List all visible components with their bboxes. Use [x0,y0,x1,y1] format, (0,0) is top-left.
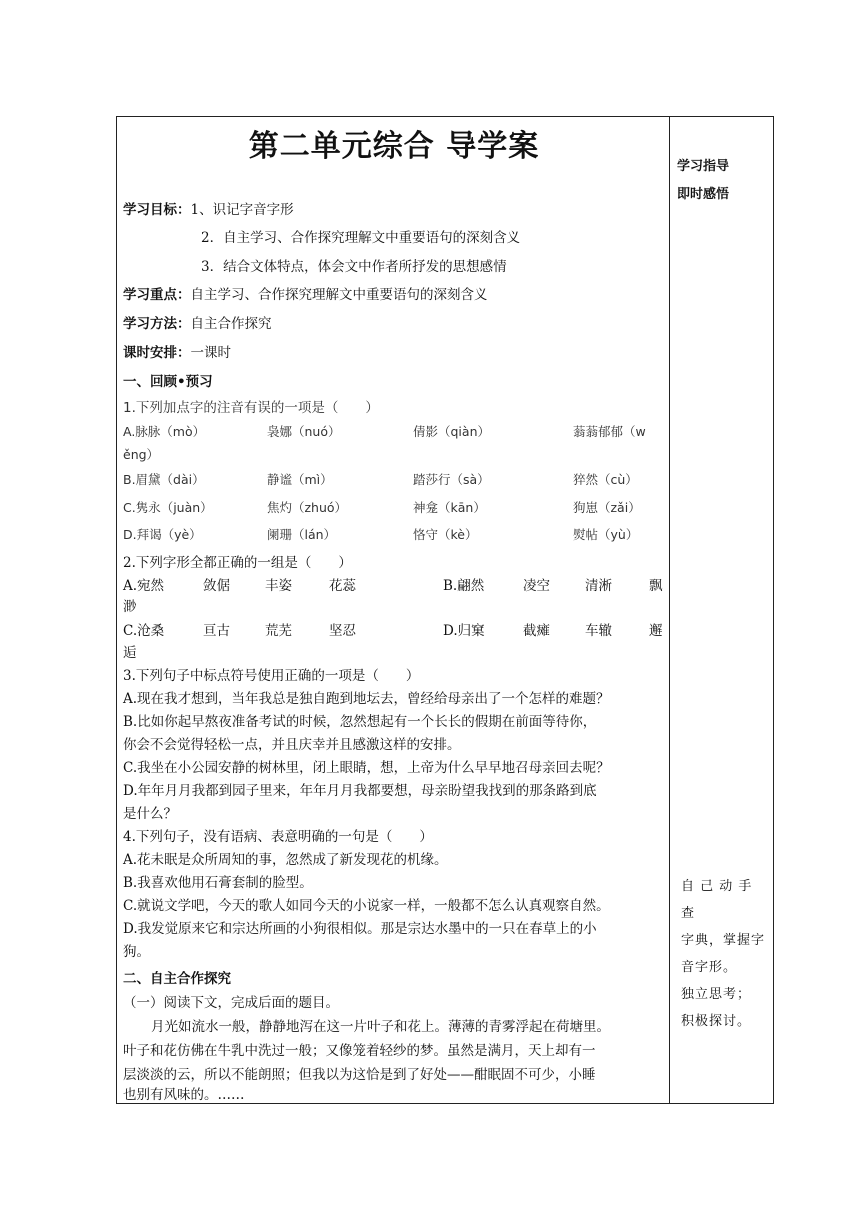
focus-label: 学习重点： [123,287,191,303]
method-row [123,314,272,334]
method-text: 自主合作探究 [190,316,272,332]
side-note [681,873,771,1035]
q2-a1: A.宛然 [123,578,165,594]
q2-b3: 清淅 [585,578,612,594]
q2-d3: 车辙 [585,623,612,639]
q4-option-a: A.花未眠是众所周知的事，忽然成了新发现花的机缘。 [123,852,448,868]
q1-option-d4: 熨帖（yù） [573,527,639,542]
q2-a3: 丰姿 [265,578,292,594]
q2-row2-cont: 逅 [123,645,137,661]
q1-option-a2: 袅娜（nuó） [267,424,341,439]
q1-option-d2: 阑珊（lán） [267,527,337,542]
q2-c4: 坚忍 [329,623,356,639]
objectives-row [123,200,294,220]
side-note-line: 独立思考； [681,987,752,1002]
q4-option-b: B.我喜欢他用石膏套制的脸型。 [123,875,313,891]
q4-option-d-line1: D.我发觉原来它和宗达所画的小狗很相似。那是宗达水墨中的一只在春草上的小 [123,921,597,937]
objectives-label: 学习目标： [123,202,191,218]
q1-option-b3: 踏莎行（sà） [413,472,490,487]
q1-option-c1: C.隽永（juàn） [123,500,213,515]
side-note-line: 积极探讨。 [681,1014,752,1029]
q1-option-c3: 神龛（kān） [413,500,486,515]
q2-c2: 亘古 [203,623,230,639]
q1-option-b2: 静谧（mì） [267,472,333,487]
schedule-row [123,343,231,363]
side-heading-guidance: 学习指导 [677,159,730,174]
q2-d1: D.归窠 [443,623,485,639]
q1-option-a1: A.脉脉（mò） [123,424,206,439]
side-note-line: 音字形。 [681,960,738,975]
q1-option-a3: 倩影（qiàn） [413,424,490,439]
q2-a4: 花蕊 [329,578,356,594]
q2-row1-cont: 渺 [123,599,137,615]
schedule-text: 一课时 [190,345,231,361]
q2-b1: B.翩然 [443,578,485,594]
reading-para-line2: 叶子和花仿佛在牛乳中洗过一般；又像笼着轻纱的梦。虽然是满月，天上却有一 [123,1043,596,1059]
schedule-label: 课时安排： [123,345,191,361]
guidance-column [673,117,773,1103]
q3-option-d-line2: 是什么？ [123,806,177,822]
q4-option-c: C.就说文学吧，今天的歌人如同今天的小说家一样，一般都不怎么认真观察自然。 [123,898,610,914]
q4-option-d-line2: 狗。 [123,944,150,960]
q3-option-c: C.我坐在小公园安静的树林里，闭上眼睛，想，上帝为什么早早地召母亲回去呢？ [123,760,610,776]
reading-para-line4: 也别有风味的。…… [123,1087,245,1103]
reading-intro: （一）阅读下文，完成后面的题目。 [123,995,339,1011]
q1-option-a4: 蓊蓊郁郁（w [573,424,646,439]
q3-option-b-line1: B.比如你起早熬夜准备考试的时候，忽然想起有一个长长的假期在前面等待你， [123,714,597,730]
q2-a2: 敛倨 [203,578,230,594]
objective-2: 2．自主学习、合作探究理解文中重要语句的深刻含义 [201,230,521,246]
q2-b4: 飘 [649,578,663,594]
objective-3: 3．结合文体特点，体会文中作者所抒发的思想感情 [201,259,507,275]
q1-option-a-cont: ěng） [123,447,160,462]
q1-option-b4: 猝然（cù） [573,472,638,487]
side-note-line: 字典，掌握字 [681,933,766,948]
side-heading-reflection: 即时感悟 [677,187,730,202]
objective-1: 1、识记字音字形 [190,202,294,218]
section-explore-heading: 二、自主合作探究 [123,971,231,987]
focus-row [123,285,488,305]
q3-option-d-line1: D.年年月月我都到园子里来，年年月月我都要想，母亲盼望我找到的那条路到底 [123,783,597,799]
q3-option-a: A.现在我才想到，当年我总是独自跑到地坛去，曾经给母亲出了一个怎样的难题？ [123,691,610,707]
main-column [123,117,665,1103]
method-label: 学习方法： [123,316,191,332]
reading-para-line1: 月光如流水一般，静静地泻在这一片叶子和花上。薄薄的青雾浮起在荷塘里。 [151,1019,610,1035]
q2-d2: 截瘫 [523,623,550,639]
q2-d4: 邂 [649,623,663,639]
q1-stem: 1.下列加点字的注音有误的一项是（ ） [123,400,379,416]
q1-option-c2: 焦灼（zhuó） [267,500,348,515]
worksheet-table [116,116,774,1104]
q2-c3: 荒芜 [265,623,292,639]
focus-text: 自主学习、合作探究理解文中重要语句的深刻含义 [190,287,488,303]
q2-stem: 2.下列字形全都正确的一组是（ ） [123,555,352,571]
page-title: 第二单元综合 导学案 [248,129,540,164]
side-note-line: 自 己 动 手 查 [681,879,753,921]
q3-stem: 3.下列句子中标点符号使用正确的一项是（ ） [123,668,420,684]
q1-option-c4: 狗崽（zǎi） [573,500,641,515]
reading-para-line3: 层淡淡的云，所以不能朗照；但我以为这恰是到了好处——酣眠固不可少，小睡 [123,1067,596,1083]
section-review-heading: 一、回顾•预习 [123,374,213,390]
q1-option-d3: 恪守（kè） [413,527,478,542]
q3-option-b-line2: 你会不会觉得轻松一点，并且庆幸并且感激这样的安排。 [123,737,461,753]
q2-c1: C.沧桑 [123,623,165,639]
q2-b2: 凌空 [523,578,550,594]
q4-stem: 4.下列句子，没有语病、表意明确的一句是（ ） [123,829,433,845]
column-divider [669,117,670,1103]
q1-option-b1: B.眉黛（dài） [123,472,205,487]
q1-option-d1: D.拜谒（yè） [123,527,202,542]
